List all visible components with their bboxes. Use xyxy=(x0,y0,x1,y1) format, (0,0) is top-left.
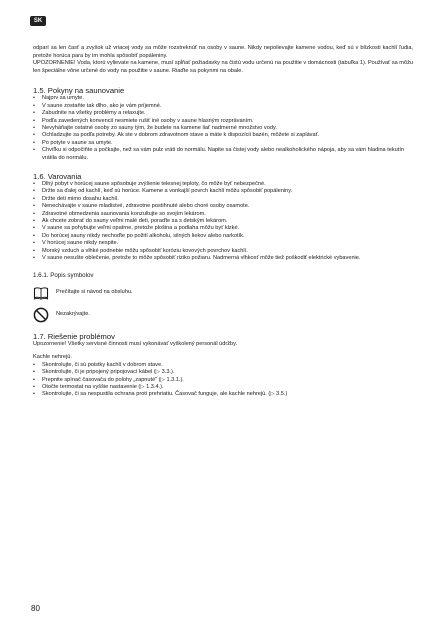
list-item: • Zdravotné obmedzenia saunovania konzultujte so svojím lekárom. xyxy=(33,211,413,218)
list-item: • Ochladzujte sa podľa potreby. Ak ste v dobrom zdravotnom stave a máte k dispozícii bazén, môžete si zaplávať. xyxy=(33,132,413,139)
prohibited-icon xyxy=(33,307,49,323)
list-item: • Chvíľku si odpočiňte a počkajte, než sa vám pulz vráti do normálu. Napite sa čistej vody alebo nealkoholického nápoja, aby sa vám hladina tekutín vrátila do normálu. xyxy=(33,147,413,162)
section-1-6-1-title: 1.6.1. Popis symbolov xyxy=(33,271,94,279)
list-item: • Dlhý pobyt v horúcej saune spôsobuje zvýšenie telesnej teploty, čo môže byť nebezpečné. xyxy=(33,181,413,188)
list-item: • Najprv sa umyte. xyxy=(33,95,413,102)
symbol-text-prohibited: Nezakrývajte. xyxy=(56,311,90,317)
list-item: • V saune sa pohybujte veľmi opatrne, pretože plošina a podlaha môžu byť klzké. xyxy=(33,225,413,232)
section-1-7-list xyxy=(33,362,413,399)
list-item: • Ak chcete zobrať do sauny veľmi malé deti, poraďte sa s detským lekárom. xyxy=(33,218,413,225)
list-item: • Skontrolujte, či sa nespustila ochrana proti prehriatiu. Časovač funguje, ale kachle nehrejú. (▷ 3.5.) xyxy=(33,391,413,398)
section-1-5-list xyxy=(33,95,413,162)
page-number: 80 xyxy=(31,604,40,613)
section-1-6-list xyxy=(33,181,413,262)
list-item: • Zabudnite na všetky problémy a relaxujte. xyxy=(33,110,413,117)
list-item: • Podľa zavedených konvencií nesmiete rušiť iné osoby v saune hlasným rozprávaním. xyxy=(33,118,413,125)
problem-subtitle: Kachle nehrejú. xyxy=(33,354,72,361)
intro-paragraph-2: UPOZORNENIE! Voda, ktorú vylievate na kamene, musí spĺňať požiadavky na čistú vodu určenú na použitie v domácnosti (tabuľka 1). Používať sa môžu len špeciálne vône určené do vody na použitie v saune. Riaďte sa pokynmi na obale. xyxy=(33,60,413,74)
symbol-text-manual: Prečítajte si návod na obsluhu. xyxy=(56,289,133,295)
list-item: • Prepnite spínač časovača do polohy „zapnuté" (▷ 1.3.1.). xyxy=(33,377,413,384)
section-1-7-title: 1.7. Riešenie problémov xyxy=(33,331,115,341)
symbol-row-prohibited xyxy=(33,307,413,323)
list-item: • Otočte termostat na vyššie nastavenie (▷ 1.3.4.). xyxy=(33,384,413,391)
list-item: • Nenechávajte v saune mladistvé, zdravotne postihnuté alebo choré osoby osamote. xyxy=(33,203,413,210)
intro-paragraph-1: odparí sa len časť a zvyšok už vriacej vody sa môže rozstreknúť na osoby v saune. Nikdy nepolievajte kamene vodou, keď sú v blízkosti kachlí ľudia, pretože horúca para by im mohla spôsobiť popáleniny. xyxy=(33,45,413,59)
list-item: • V horúcej saune nikdy nespite. xyxy=(33,240,413,247)
list-item: • Skontrolujte, či je pripojený pripojovací kábel (▷ 3.3.). xyxy=(33,369,413,376)
service-warning: Upozornenie! Všetky servisné činnosti musí vykonávať vyškolený personál údržby. xyxy=(33,340,238,347)
list-item: • Morský vzduch a vlhké podnebie môžu spôsobiť koróziu kovových povrchov kachlí. xyxy=(33,248,413,255)
list-item: • Držte deti mimo dosahu kachlí. xyxy=(33,196,413,203)
list-item: • Po potyte v saune sa umyte. xyxy=(33,140,413,147)
language-badge: SK xyxy=(30,16,46,26)
list-item: • Do horúcej sauny nikdy nechoďte po požití alkoholu, silných liekov alebo narkotík. xyxy=(33,233,413,240)
list-item: • V saune zostaňte tak dlho, ako je vám príjemné. xyxy=(33,103,413,110)
list-item: • Skontrolujte, či sú poistky kachlí v dobrom stave. xyxy=(33,362,413,369)
section-1-6-title: 1.6. Varovania xyxy=(33,172,82,182)
page-content xyxy=(33,45,413,399)
symbol-row-manual xyxy=(33,285,413,301)
list-item: • V saune nesušte oblečenie, pretože to môže spôsobiť riziko požiaru. Nadmerná vlhkosť môže tiež poškodiť elektrické vybavenie. xyxy=(33,255,413,262)
list-item: • Nevyháňajte ostatné osoby zo sauny tým, že budete na kamene liať nadmerné množstvo vody. xyxy=(33,125,413,132)
list-item: • Držte sa ďalej od kachlí, keď sú horúce. Kamene a vonkajší povrch kachlí môžu spôsobiť popáleniny. xyxy=(33,188,413,195)
manual-book-icon xyxy=(33,285,49,301)
section-1-5-title: 1.5. Pokyny na saunovanie xyxy=(33,86,125,96)
